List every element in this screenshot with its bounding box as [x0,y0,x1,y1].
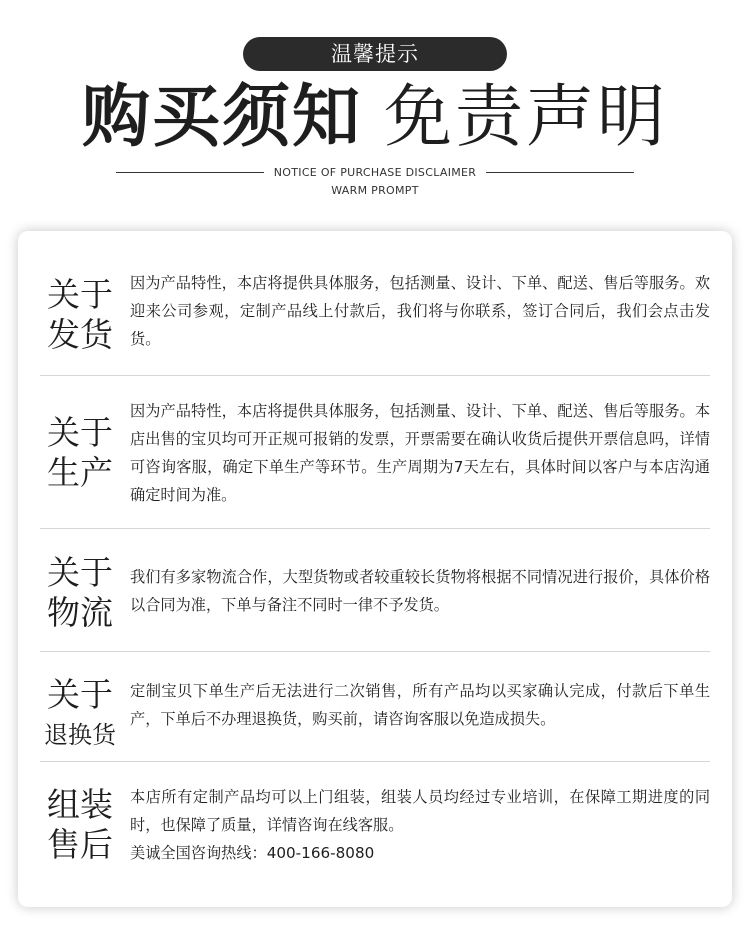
english-subtitle-row [0,164,750,180]
section-body [130,783,710,867]
section-heading [40,553,120,633]
heading-line2: 售后 [47,825,113,864]
section-divider [40,528,710,529]
english-subtitle: NOTICE OF PURCHASE DISCLAIMER [273,165,477,179]
left-rule [116,172,264,173]
section-divider [40,761,710,762]
english-subtitle-2: WARM PROMPT [331,184,419,197]
heading-line1: 关于 [47,553,113,592]
heading-line1: 关于 [47,413,113,452]
heading-line1: 关于 [47,275,113,314]
heading-line2: 发货 [47,315,113,354]
section-returns [40,671,710,766]
heading-line2: 退换货 [44,721,116,749]
section-divider [40,375,710,376]
section-heading [40,785,120,865]
assembly-body-text: 本店所有定制产品均可以上门组装，组装人员均经过专业培训，在保障工期进度的同时，也保障了质量，详情咨询在线客服。 [130,788,710,834]
heading-line1: 关于 [47,675,113,714]
section-body: 我们有多家物流合作，大型货物或者较重较长货物将根据不同情况进行报价，具体价格以合同为准，下单与备注不同时一律不予发货。 [130,568,710,614]
section-heading [40,275,120,355]
notice-pill-label: 温馨提示 [243,37,507,71]
heading-line2: 生产 [47,453,113,492]
section-divider [40,651,710,652]
hotline-number: 400-166-8080 [266,844,375,862]
section-heading [40,413,120,493]
title-disclaimer: 免责声明 [384,78,669,157]
hotline-label: 美诚全国咨询热线： [130,844,267,862]
section-heading [40,675,120,755]
section-production [40,393,710,523]
right-rule [486,172,634,173]
section-shipping [40,267,710,377]
section-body: 因为产品特性，本店将提供具体服务，包括测量、设计、下单、配送、售后等服务。欢迎来公司参观，定制产品线上付款后，我们将与你联系，签订合同后，我们会点击发货。 [130,274,710,348]
hotline-row [130,839,710,867]
section-body: 定制宝贝下单生产后无法进行二次销售，所有产品均以买家确认完成，付款后下单生产，下单后不办理退换货，购买前，请咨询客服以免造成损失。 [130,682,710,728]
page-title [0,78,750,158]
section-body: 因为产品特性，本店将提供具体服务，包括测量、设计、下单、配送、售后等服务。本店出售的宝贝均可开正规可报销的发票，开票需要在确认收货后提供开票信息吗，详情可咨询客服，确定下单生产等环节。生产周期为7天左右，具体时间以客户与本店沟通确定时间为准。 [130,402,710,504]
heading-line2: 物流 [47,593,113,632]
title-purchase-notice: 购买须知 [81,78,362,157]
section-assembly-aftersales [40,781,710,891]
notice-card [18,231,732,907]
heading-line1: 组装 [47,785,113,824]
section-logistics [40,549,710,649]
